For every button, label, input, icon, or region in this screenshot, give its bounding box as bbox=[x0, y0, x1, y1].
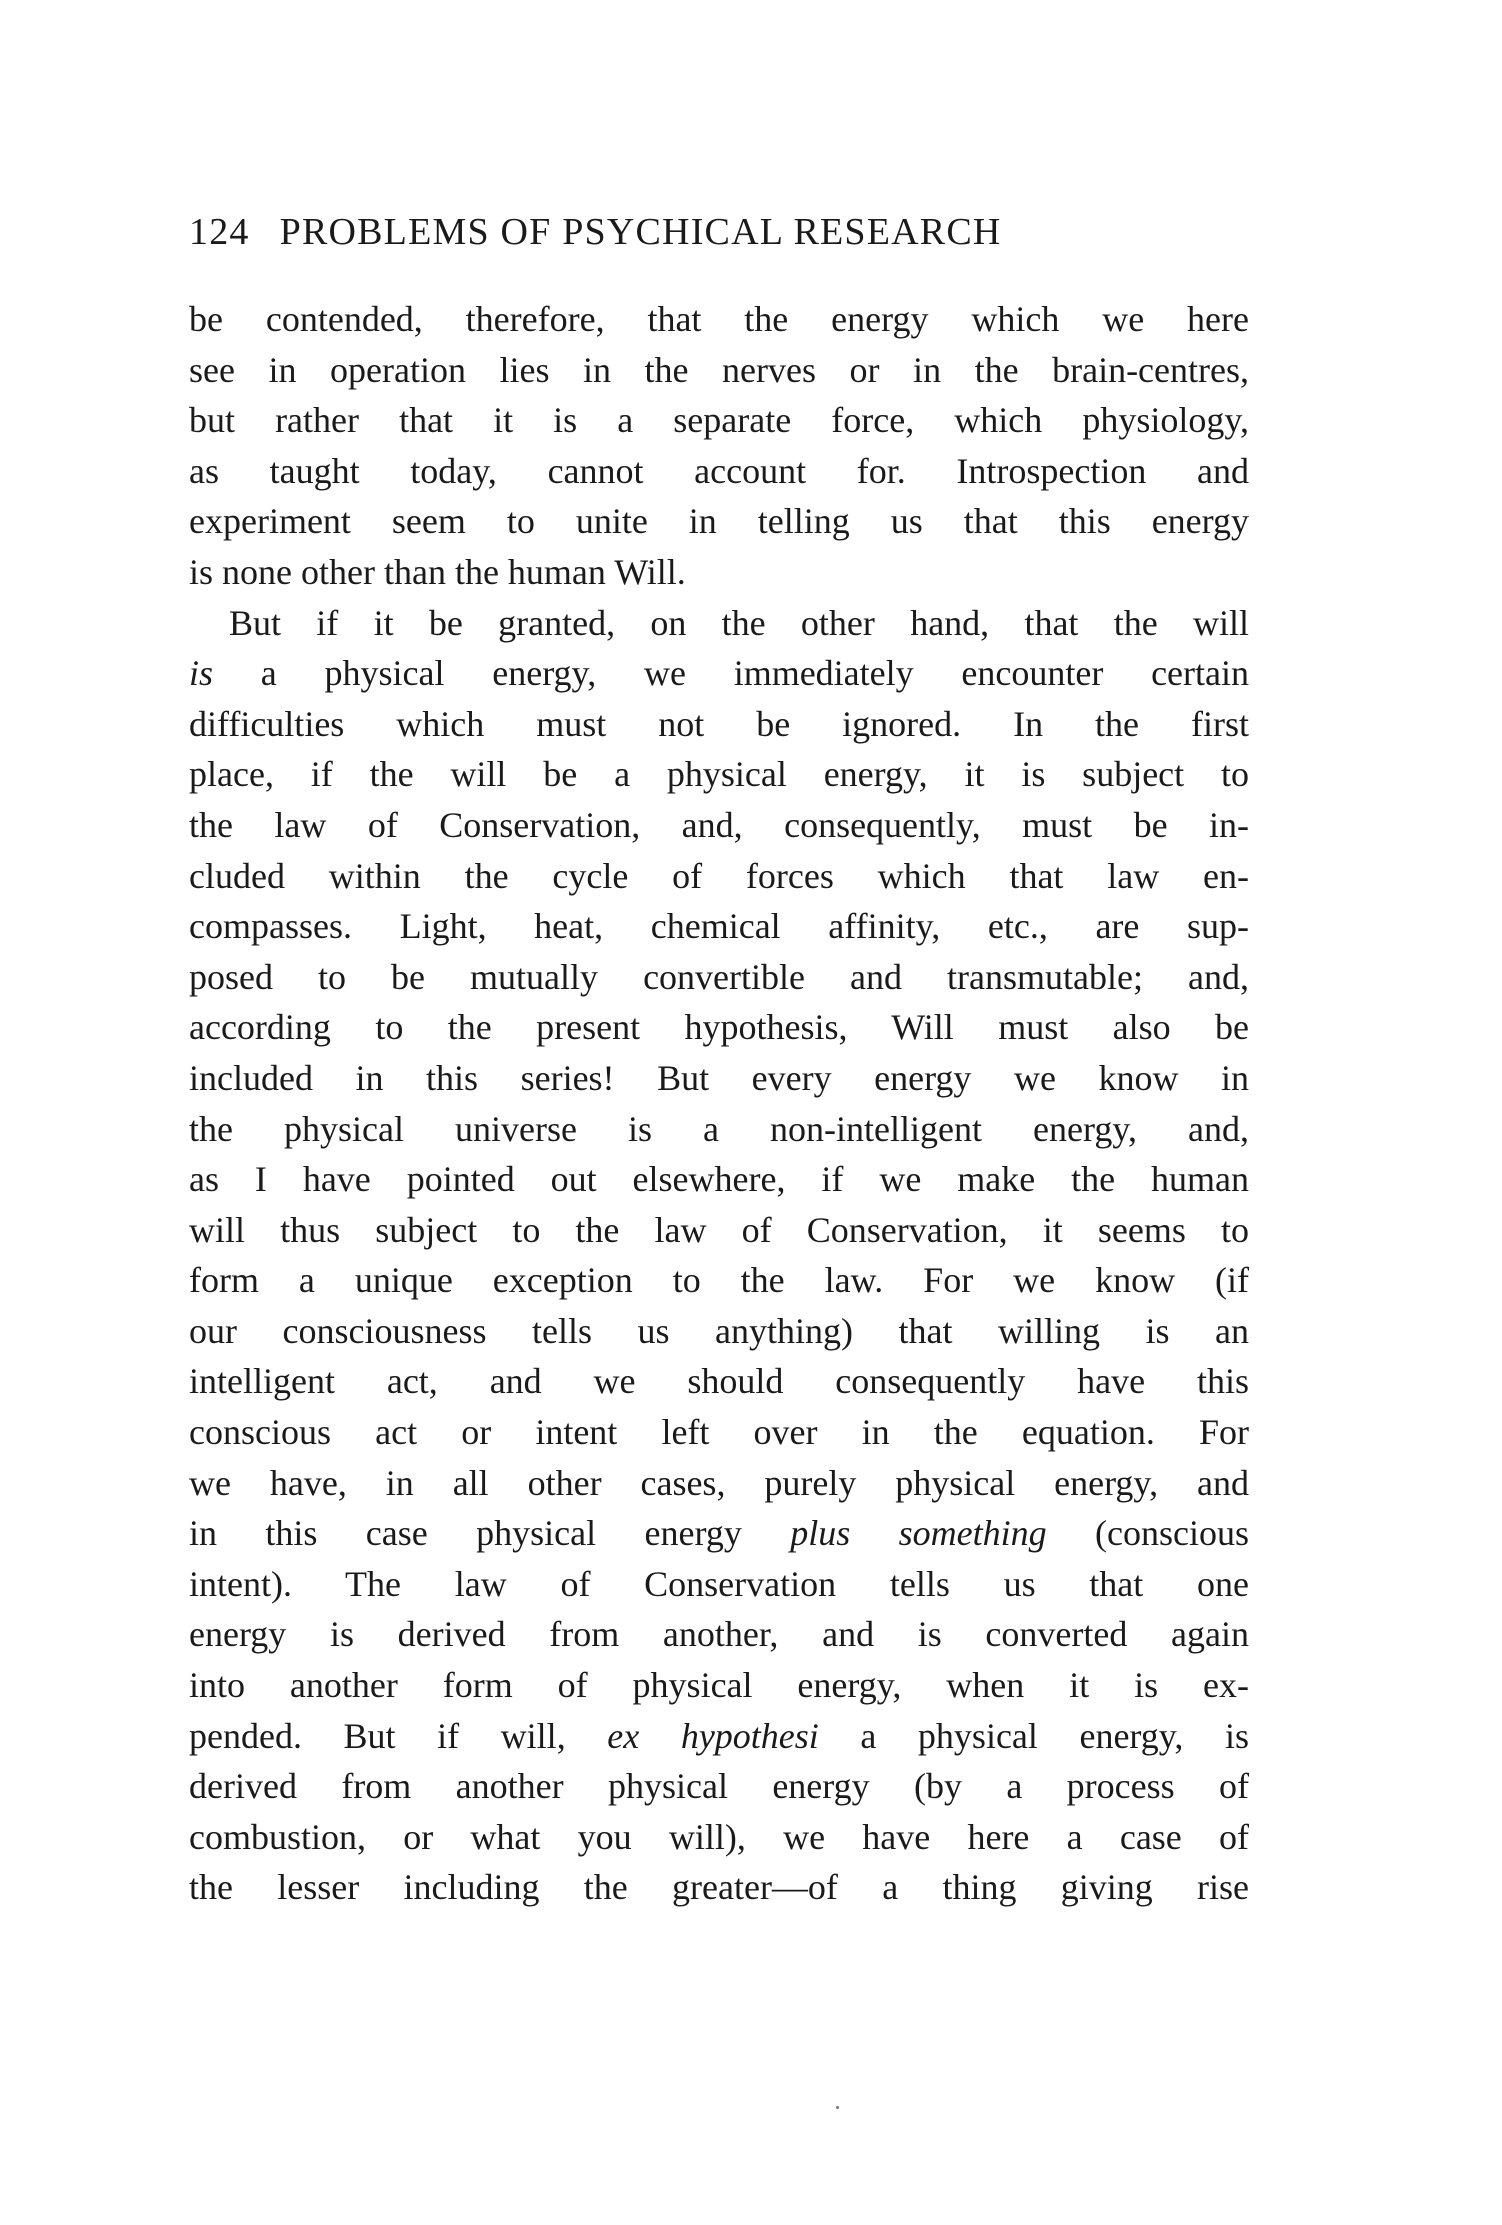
body-text bbox=[189, 294, 1249, 1913]
text-line: according to the present hypothesis, Will must also be bbox=[189, 1007, 1249, 1048]
line-segment: in this case physical energy bbox=[189, 1513, 742, 1554]
text-line bbox=[189, 1508, 1249, 1559]
running-title: PROBLEMS OF PSYCHICAL RESEARCH bbox=[279, 211, 1002, 253]
text-line: is none other than the human Will. bbox=[189, 551, 686, 592]
italic-emphasis: is bbox=[189, 653, 214, 694]
text-line: as taught today, cannot account for. Introspection and bbox=[189, 450, 1249, 491]
text-line: experiment seem to unite in telling us that this energy bbox=[189, 501, 1249, 542]
line-segment: a physical energy, is bbox=[860, 1715, 1249, 1756]
text-line: we have, in all other cases, purely physical energy, and bbox=[189, 1462, 1249, 1503]
text-line: place, if the will be a physical energy, it is subject to bbox=[189, 754, 1249, 795]
text-line: cluded within the cycle of forces which that law en- bbox=[189, 855, 1249, 896]
text-line: posed to be mutually convertible and transmutable; and, bbox=[189, 956, 1249, 997]
text-line: included in this series! But every energy we know in bbox=[189, 1057, 1249, 1098]
text-line: combustion, or what you will), we have here a case of bbox=[189, 1816, 1249, 1857]
italic-emphasis: ex hypothesi bbox=[607, 1715, 819, 1756]
text-line: our consciousness tells us anything) that willing is an bbox=[189, 1310, 1249, 1351]
text-line: But if it be granted, on the other hand, that the will bbox=[229, 602, 1249, 643]
text-line: the law of Conservation, and, consequently, must be in- bbox=[189, 804, 1249, 845]
print-speck bbox=[836, 2106, 839, 2109]
text-line: but rather that it is a separate force, which physiology, bbox=[189, 400, 1249, 441]
line-segment: (conscious bbox=[1095, 1513, 1249, 1554]
text-line: the physical universe is a non-intelligent energy, and, bbox=[189, 1108, 1249, 1149]
text-line: form a unique exception to the law. For we know (if bbox=[189, 1260, 1249, 1301]
running-head bbox=[189, 210, 1249, 254]
text-line: into another form of physical energy, when it is ex- bbox=[189, 1665, 1249, 1706]
page-number: 124 bbox=[189, 211, 250, 253]
line-segment: a physical energy, we immediately encounter certain bbox=[260, 653, 1249, 694]
text-line: compasses. Light, heat, chemical affinity, etc., are sup- bbox=[189, 906, 1249, 947]
text-line: intent). The law of Conservation tells us that one bbox=[189, 1563, 1249, 1604]
text-line bbox=[189, 1711, 1249, 1762]
text-line: difficulties which must not be ignored. In the first bbox=[189, 703, 1249, 744]
text-line: energy is derived from another, and is converted again bbox=[189, 1614, 1249, 1655]
text-line: be contended, therefore, that the energy which we here bbox=[189, 299, 1249, 339]
text-line: see in operation lies in the nerves or in the brain-centres, bbox=[189, 349, 1249, 390]
text-line: as I have pointed out elsewhere, if we make the human bbox=[189, 1159, 1249, 1200]
text-line: the lesser including the greater—of a thing giving rise bbox=[189, 1867, 1249, 1908]
text-line: intelligent act, and we should consequently have this bbox=[189, 1361, 1249, 1402]
text-line: conscious act or intent left over in the equation. For bbox=[189, 1412, 1249, 1453]
text-line: will thus subject to the law of Conservation, it seems to bbox=[189, 1209, 1249, 1250]
line-segment: pended. But if will, bbox=[189, 1715, 566, 1756]
text-line bbox=[189, 648, 1249, 699]
italic-emphasis: plus something bbox=[790, 1513, 1047, 1554]
text-line: derived from another physical energy (by a process of bbox=[189, 1766, 1249, 1807]
